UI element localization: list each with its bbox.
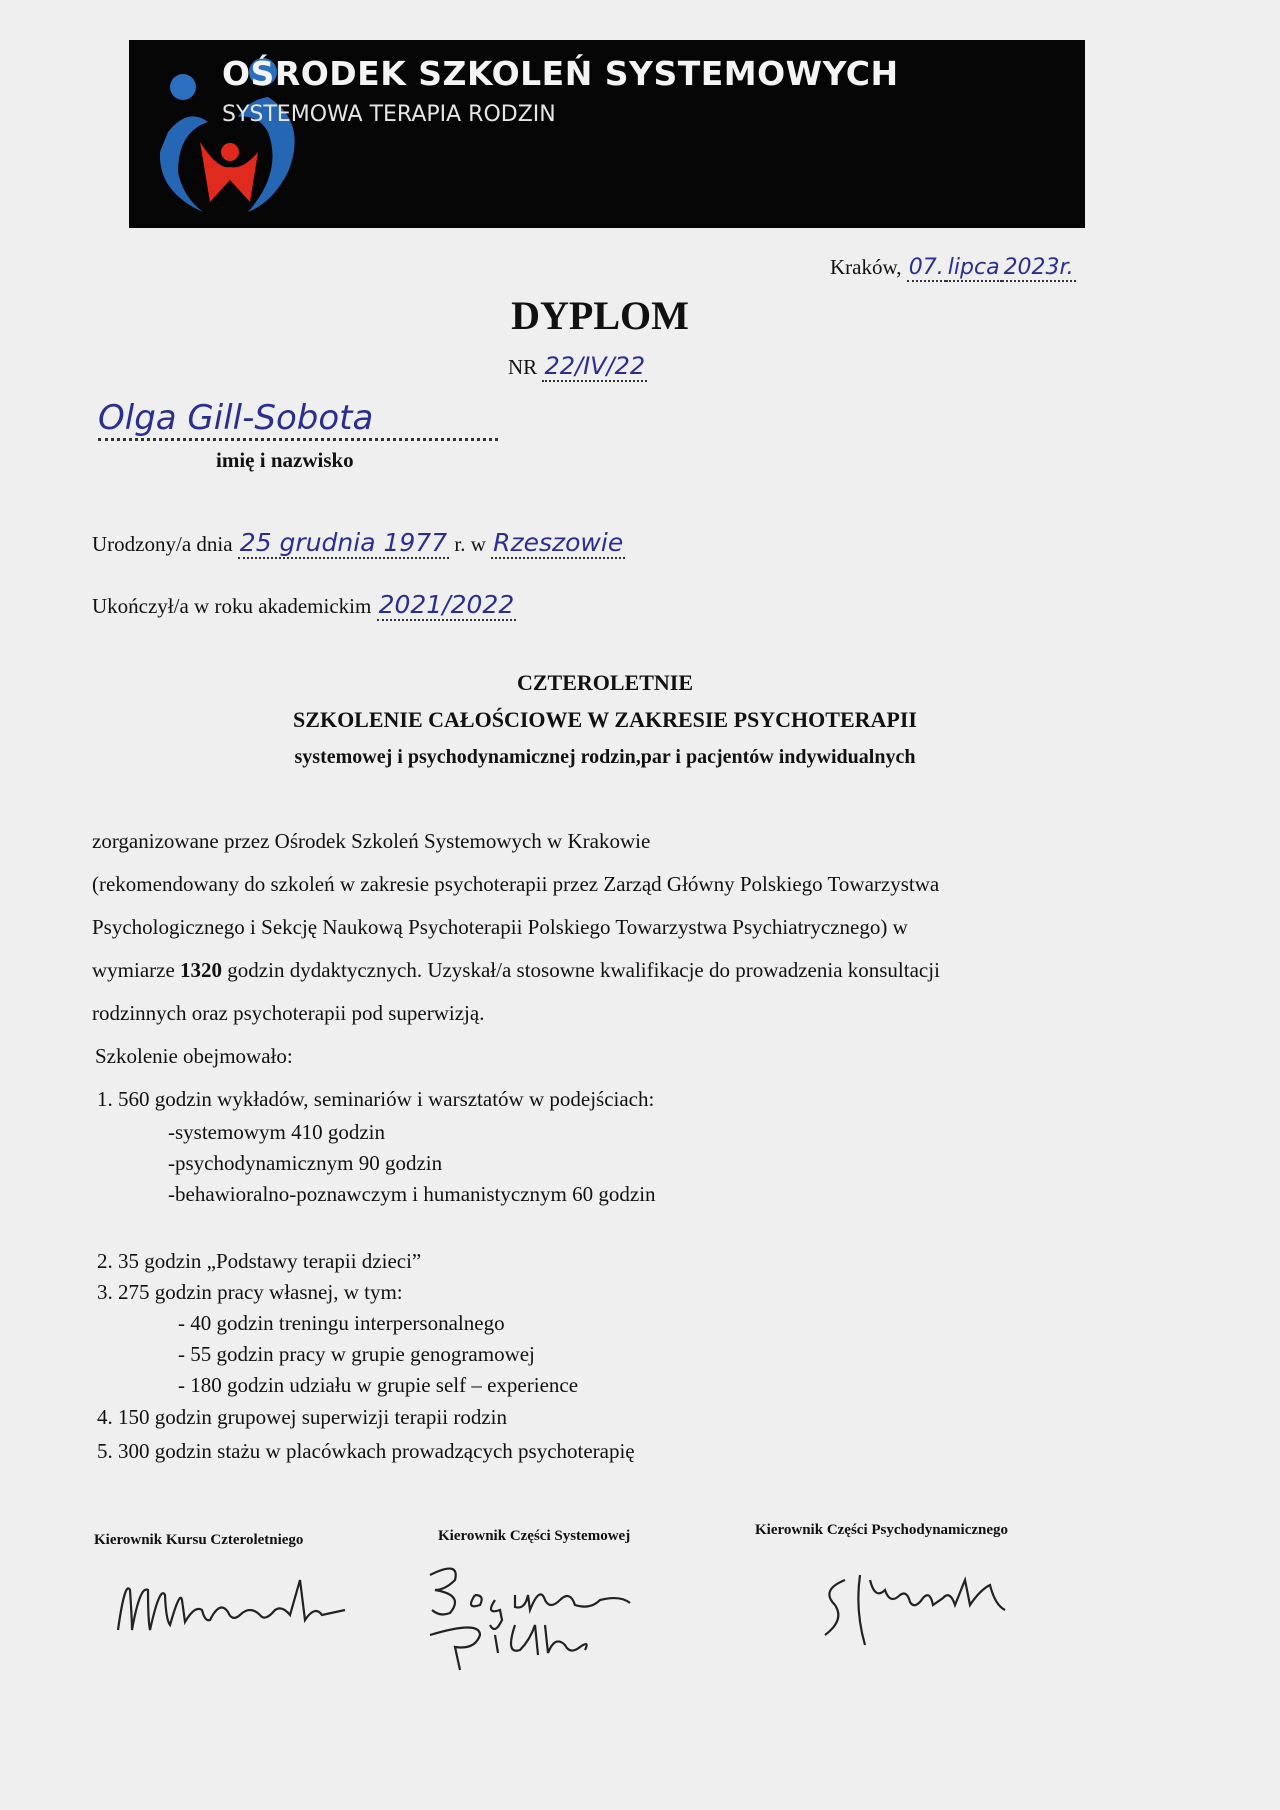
- scope-label: Szkolenie obejmowało:: [95, 1044, 293, 1068]
- body-line: rodzinnych oraz psychoterapii pod superwizją.: [92, 1001, 485, 1025]
- scope-item: 2. 35 godzin „Podstawy terapii dzieci”: [97, 1249, 422, 1273]
- number-label: NR: [508, 355, 538, 379]
- scope-subitem: -behawioralno-poznawczym i humanistycznym 60 godzin: [168, 1182, 656, 1206]
- course-line-3: systemowej i psychodynamicznej rodzin,par i pacjentów indywidualnych: [294, 746, 916, 768]
- diploma-number: [508, 352, 647, 380]
- completed-label: Ukończył/a w roku akademickim: [92, 594, 372, 618]
- scope-subitem: - 180 godzin udziału w grupie self – experience: [178, 1373, 579, 1397]
- signature-1-image: [110, 1560, 370, 1660]
- scope-item: 4. 150 godzin grupowej superwizji terapii rodzin: [97, 1405, 507, 1429]
- birth-line: [92, 528, 625, 557]
- scope-subitem: -systemowym 410 godzin: [168, 1120, 385, 1144]
- date-day: 07.: [908, 255, 944, 280]
- course-line-1: CZTEROLETNIE: [516, 670, 694, 695]
- birth-date: 25 grudnia 1977: [239, 528, 448, 557]
- signature-role-1: Kierownik Kursu Czteroletniego: [94, 1532, 304, 1548]
- birth-mid: r. w: [454, 532, 486, 556]
- date-month: lipca: [947, 255, 1000, 280]
- org-name: OŚRODEK SZKOLEŃ SYSTEMOWYCH: [222, 54, 899, 93]
- scope-item: 5. 300 godzin stażu w placówkach prowadzących psychoterapię: [97, 1439, 635, 1463]
- hours-post: godzin dydaktycznych. Uzyskał/a stosowne kwalifikacje do prowadzenia konsultacji: [222, 958, 940, 982]
- scope-subitem: -psychodynamicznym 90 godzin: [168, 1151, 443, 1175]
- signature-3-image: [815, 1560, 1025, 1650]
- hours-total: 1320: [180, 958, 223, 982]
- scope-subitem: - 40 godzin treningu interpersonalnego: [178, 1311, 505, 1335]
- scope-subitem: - 55 godzin pracy w grupie genogramowej: [178, 1342, 535, 1366]
- completed-year: 2021/2022: [378, 590, 515, 619]
- signature-role-3: Kierownik Części Psychodynamicznego: [755, 1522, 1009, 1538]
- org-subtitle: SYSTEMOWA TERAPIA RODZIN: [222, 102, 556, 127]
- completed-line: [92, 590, 516, 619]
- recipient-caption: imię i nazwisko: [216, 448, 354, 472]
- document-title: DYPLOM: [511, 293, 689, 338]
- body-line: [92, 958, 940, 983]
- body-line: zorganizowane przez Ośrodek Szkoleń Systemowych w Krakowie: [92, 829, 651, 853]
- signature-role-2: Kierownik Części Systemowej: [438, 1528, 631, 1544]
- number-value: 22/IV/22: [544, 352, 646, 380]
- place-label: Kraków,: [830, 255, 902, 279]
- place-date: [830, 255, 1076, 280]
- birth-place: Rzeszowie: [493, 528, 624, 557]
- birth-label: Urodzony/a dnia: [92, 532, 233, 556]
- hours-pre: wymiarze: [92, 958, 181, 982]
- recipient-name-field: [98, 398, 498, 441]
- course-line-2: SZKOLENIE CAŁOŚCIOWE W ZAKRESIE PSYCHOTERAPII: [293, 707, 917, 732]
- date-year: 2023r.: [1003, 255, 1074, 280]
- signature-2-image: [420, 1555, 680, 1675]
- recipient-name: Olga Gill-Sobota: [98, 398, 374, 438]
- scope-item: 3. 275 godzin pracy własnej, w tym:: [97, 1280, 403, 1304]
- body-line: (rekomendowany do szkoleń w zakresie psychoterapii przez Zarząd Główny Polskiego Towarzystwa: [92, 872, 940, 896]
- scope-item: 1. 560 godzin wykładów, seminariów i warsztatów w podejściach:: [97, 1087, 655, 1111]
- body-line: Psychologicznego i Sekcję Naukową Psychoterapii Polskiego Towarzystwa Psychiatrycznego) w: [92, 915, 908, 939]
